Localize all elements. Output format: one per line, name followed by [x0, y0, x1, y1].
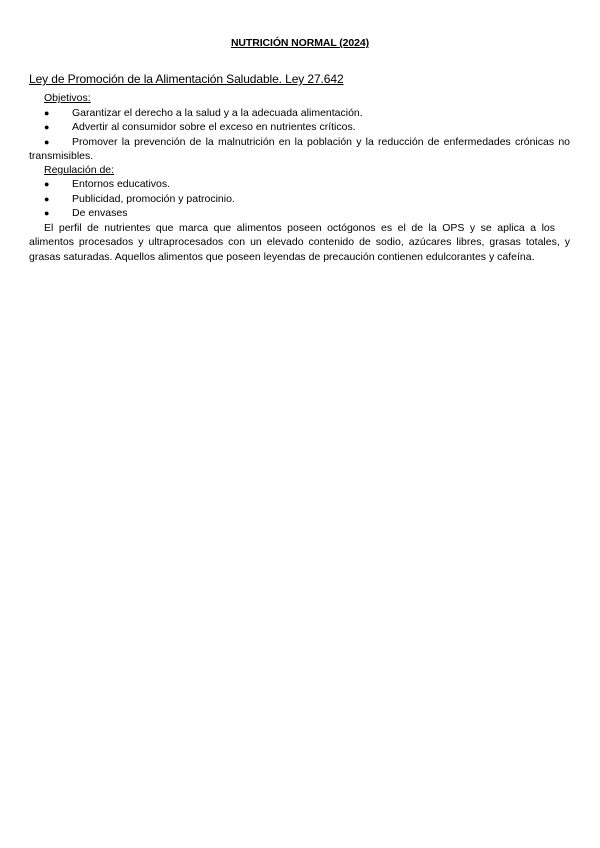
list-item: [44, 207, 127, 219]
list-item: [44, 178, 170, 190]
bullet-icon: ●: [44, 179, 50, 189]
section-heading: Ley de Promoción de la Alimentación Saludable. Ley 27.642: [29, 72, 344, 86]
bullet-icon: ●: [44, 122, 50, 132]
bullet-icon: ●: [44, 108, 50, 118]
list-item-text: Entornos educativos.: [72, 178, 171, 190]
regulacion-heading: Regulación de:: [44, 164, 115, 176]
list-item-text: Advertir al consumidor sobre el exceso en nutrientes críticos.: [72, 121, 356, 133]
document-title: NUTRICIÓN NORMAL (2024): [230, 37, 370, 49]
list-item-text: Garantizar el derecho a la salud y a la adecuada alimentación.: [72, 107, 363, 119]
list-item: [44, 107, 363, 119]
list-item: [29, 135, 570, 163]
paragraph-line: alimentos procesados y ultraprocesados con un elevado contenido de sodio, azúcares libres, grasas totales, y: [29, 236, 570, 248]
list-item-text: Promover la prevención de la malnutrición en la población y la reducción de enfermedades crónicas no transmisibles.: [29, 136, 570, 162]
paragraph-line: El perfil de nutrientes que marca que alimentos poseen octógonos es el de la OPS y se aplica a los: [44, 222, 555, 234]
paragraph-line: grasas saturadas. Aquellos alimentos que poseen leyendas de precaución contienen edulcorantes y cafeína.: [29, 251, 535, 263]
bullet-icon: ●: [44, 194, 50, 204]
list-item: [44, 121, 356, 133]
list-item-text: De envases: [72, 207, 128, 219]
list-item: [44, 193, 235, 205]
objetivos-heading: Objetivos:: [44, 92, 91, 104]
bullet-icon: ●: [44, 137, 50, 147]
list-item-text: Publicidad, promoción y patrocinio.: [72, 193, 235, 205]
bullet-icon: ●: [44, 208, 50, 218]
